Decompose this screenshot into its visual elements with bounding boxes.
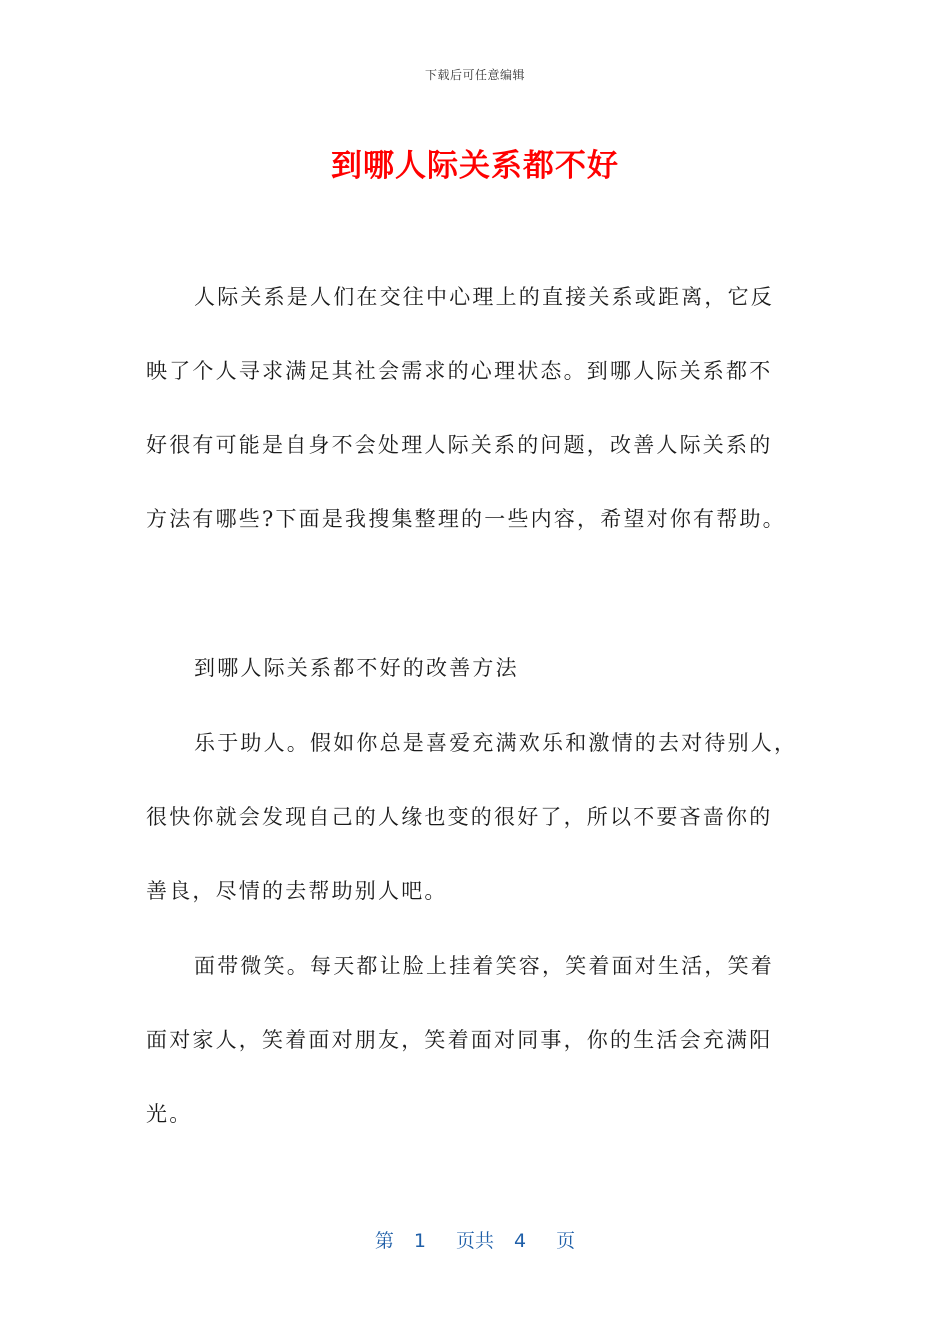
tip-helping-line: 善良，尽情的去帮助别人吧。	[146, 879, 448, 903]
intro-paragraph-line: 映了个人寻求满足其社会需求的心理状态。到哪人际关系都不	[146, 359, 773, 383]
tip-helping-line: 乐于助人。假如你总是喜爱充满欢乐和激情的去对待别人，	[194, 731, 798, 755]
document-title: 到哪人际关系都不好	[331, 148, 619, 184]
page-number-footer	[0, 1226, 950, 1253]
tip-smile-line: 面对家人，笑着面对朋友，笑着面对同事，你的生活会充满阳	[146, 1028, 773, 1052]
footer-prefix: 第	[374, 1230, 394, 1252]
tip-smile-line: 光。	[146, 1102, 193, 1126]
footer-suffix: 页	[556, 1230, 576, 1252]
intro-paragraph-line: 人际关系是人们在交往中心理上的直接关系或距离，它反	[194, 285, 774, 309]
tip-helping-line: 很快你就会发现自己的人缘也变的很好了，所以不要吝啬你的	[146, 805, 773, 829]
tip-smile-line: 面带微笑。每天都让脸上挂着笑容，笑着面对生活，笑着	[194, 954, 774, 978]
intro-paragraph-line: 方法有哪些?下面是我搜集整理的一些内容，希望对你有帮助。	[146, 507, 786, 531]
page-header-note: 下载后可任意编辑	[424, 68, 525, 82]
footer-total-pages: 4	[514, 1230, 527, 1252]
section-heading: 到哪人际关系都不好的改善方法	[194, 656, 519, 680]
footer-middle: 页共	[455, 1230, 494, 1252]
footer-current-page: 1	[413, 1230, 426, 1252]
intro-paragraph-line: 好很有可能是自身不会处理人际关系的问题，改善人际关系的	[146, 433, 773, 457]
